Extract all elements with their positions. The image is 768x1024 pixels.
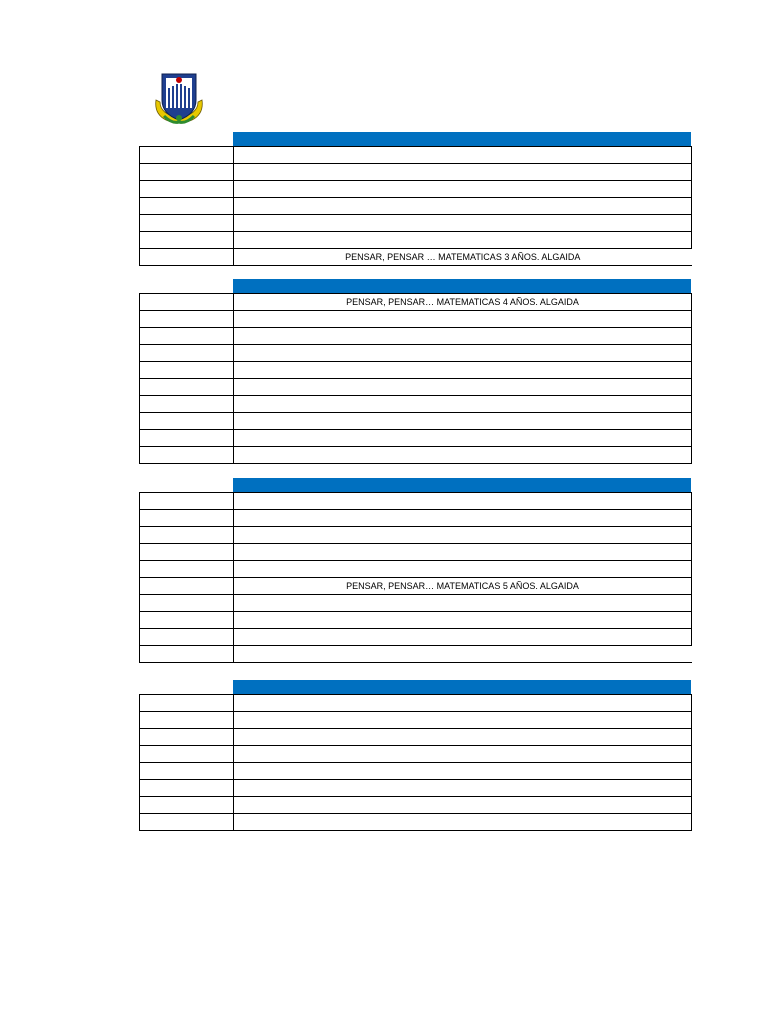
table-cell [234,447,692,464]
table-row [140,198,692,215]
table-cell: PENSAR, PENSAR … MATEMATICAS 3 AÑOS. ALGAIDA [234,249,692,266]
table-cell [234,328,692,345]
table-cell [234,147,692,164]
table-row [140,561,692,578]
school-crest-logo [152,70,206,126]
table-row [140,328,692,345]
section-table [139,146,692,265]
table-row [140,181,692,198]
table-cell [234,561,692,578]
table-cell [140,249,234,266]
table-cell [234,164,692,181]
table-cell [234,198,692,215]
table-cell [140,780,234,797]
table-cell [140,215,234,232]
section-header-bar [233,478,691,492]
table-cell [234,763,692,780]
table-cell [140,561,234,578]
table-cell [234,311,692,328]
section-table [139,694,692,831]
table-cell [234,493,692,510]
table-row [140,578,692,595]
table-row [140,780,692,797]
table-cell [140,544,234,561]
table-row [140,493,692,510]
table-cell [140,164,234,181]
table-row [140,379,692,396]
table-cell [234,729,692,746]
table-cell [234,629,692,646]
table-cell [234,510,692,527]
table-cell [234,215,692,232]
table-cell [140,396,234,413]
table-row [140,362,692,379]
table-cell [234,814,692,831]
table-cell [140,695,234,712]
table-cell [140,328,234,345]
table-row [140,249,692,266]
table-cell [234,430,692,447]
table-cell [234,612,692,629]
table-cell [234,746,692,763]
table-cell [234,379,692,396]
table-cell [234,646,692,663]
table-cell [140,147,234,164]
table-cell [140,198,234,215]
table-cell [140,746,234,763]
section-4 [139,680,692,831]
table-row [140,413,692,430]
table-cell [140,814,234,831]
table-row [140,147,692,164]
table-cell [234,232,692,249]
section-header-bar [233,680,691,694]
table-row [140,612,692,629]
table-cell [234,797,692,814]
table-row [140,629,692,646]
table-cell [140,595,234,612]
table-row [140,345,692,362]
table-cell [140,493,234,510]
table-row [140,797,692,814]
table-cell [140,510,234,527]
table-cell [234,181,692,198]
table-row [140,430,692,447]
table-cell: PENSAR, PENSAR… MATEMATICAS 5 AÑOS. ALGAIDA [234,578,692,595]
table-row [140,814,692,831]
table-cell [234,595,692,612]
table-cell [140,629,234,646]
table-cell [140,430,234,447]
table-bottom-rule [139,265,692,266]
table-cell [234,695,692,712]
table-cell [140,181,234,198]
table-cell [140,232,234,249]
table-cell [234,712,692,729]
section-table [139,492,692,662]
table-bottom-rule [139,662,692,663]
table-cell [140,345,234,362]
table-row [140,294,692,311]
table-cell [234,362,692,379]
table-cell [140,294,234,311]
section-1 [139,132,692,266]
table-cell [140,646,234,663]
table-row [140,215,692,232]
table-cell [140,447,234,464]
table-cell [140,527,234,544]
table-cell [140,311,234,328]
table-cell [140,612,234,629]
table-cell [140,729,234,746]
table-row [140,510,692,527]
table-row [140,746,692,763]
table-cell [234,345,692,362]
section-header-bar [233,132,691,146]
table-row [140,712,692,729]
table-row [140,311,692,328]
section-table [139,293,692,464]
table-cell [234,527,692,544]
table-cell [140,413,234,430]
table-cell [234,396,692,413]
table-row [140,447,692,464]
table-cell [140,362,234,379]
section-2 [139,279,692,464]
table-cell [140,578,234,595]
table-row [140,729,692,746]
section-3 [139,478,692,663]
table-cell [140,763,234,780]
table-row [140,164,692,181]
table-cell [140,712,234,729]
section-header-bar [233,279,691,293]
table-row [140,396,692,413]
table-cell [234,780,692,797]
table-row [140,544,692,561]
table-row [140,232,692,249]
table-row [140,527,692,544]
table-cell [140,379,234,396]
table-row [140,646,692,663]
table-cell: PENSAR, PENSAR… MATEMATICAS 4 AÑOS. ALGAIDA [234,294,692,311]
table-cell [234,544,692,561]
table-row [140,595,692,612]
table-row [140,695,692,712]
table-cell [140,797,234,814]
table-row [140,763,692,780]
table-cell [234,413,692,430]
